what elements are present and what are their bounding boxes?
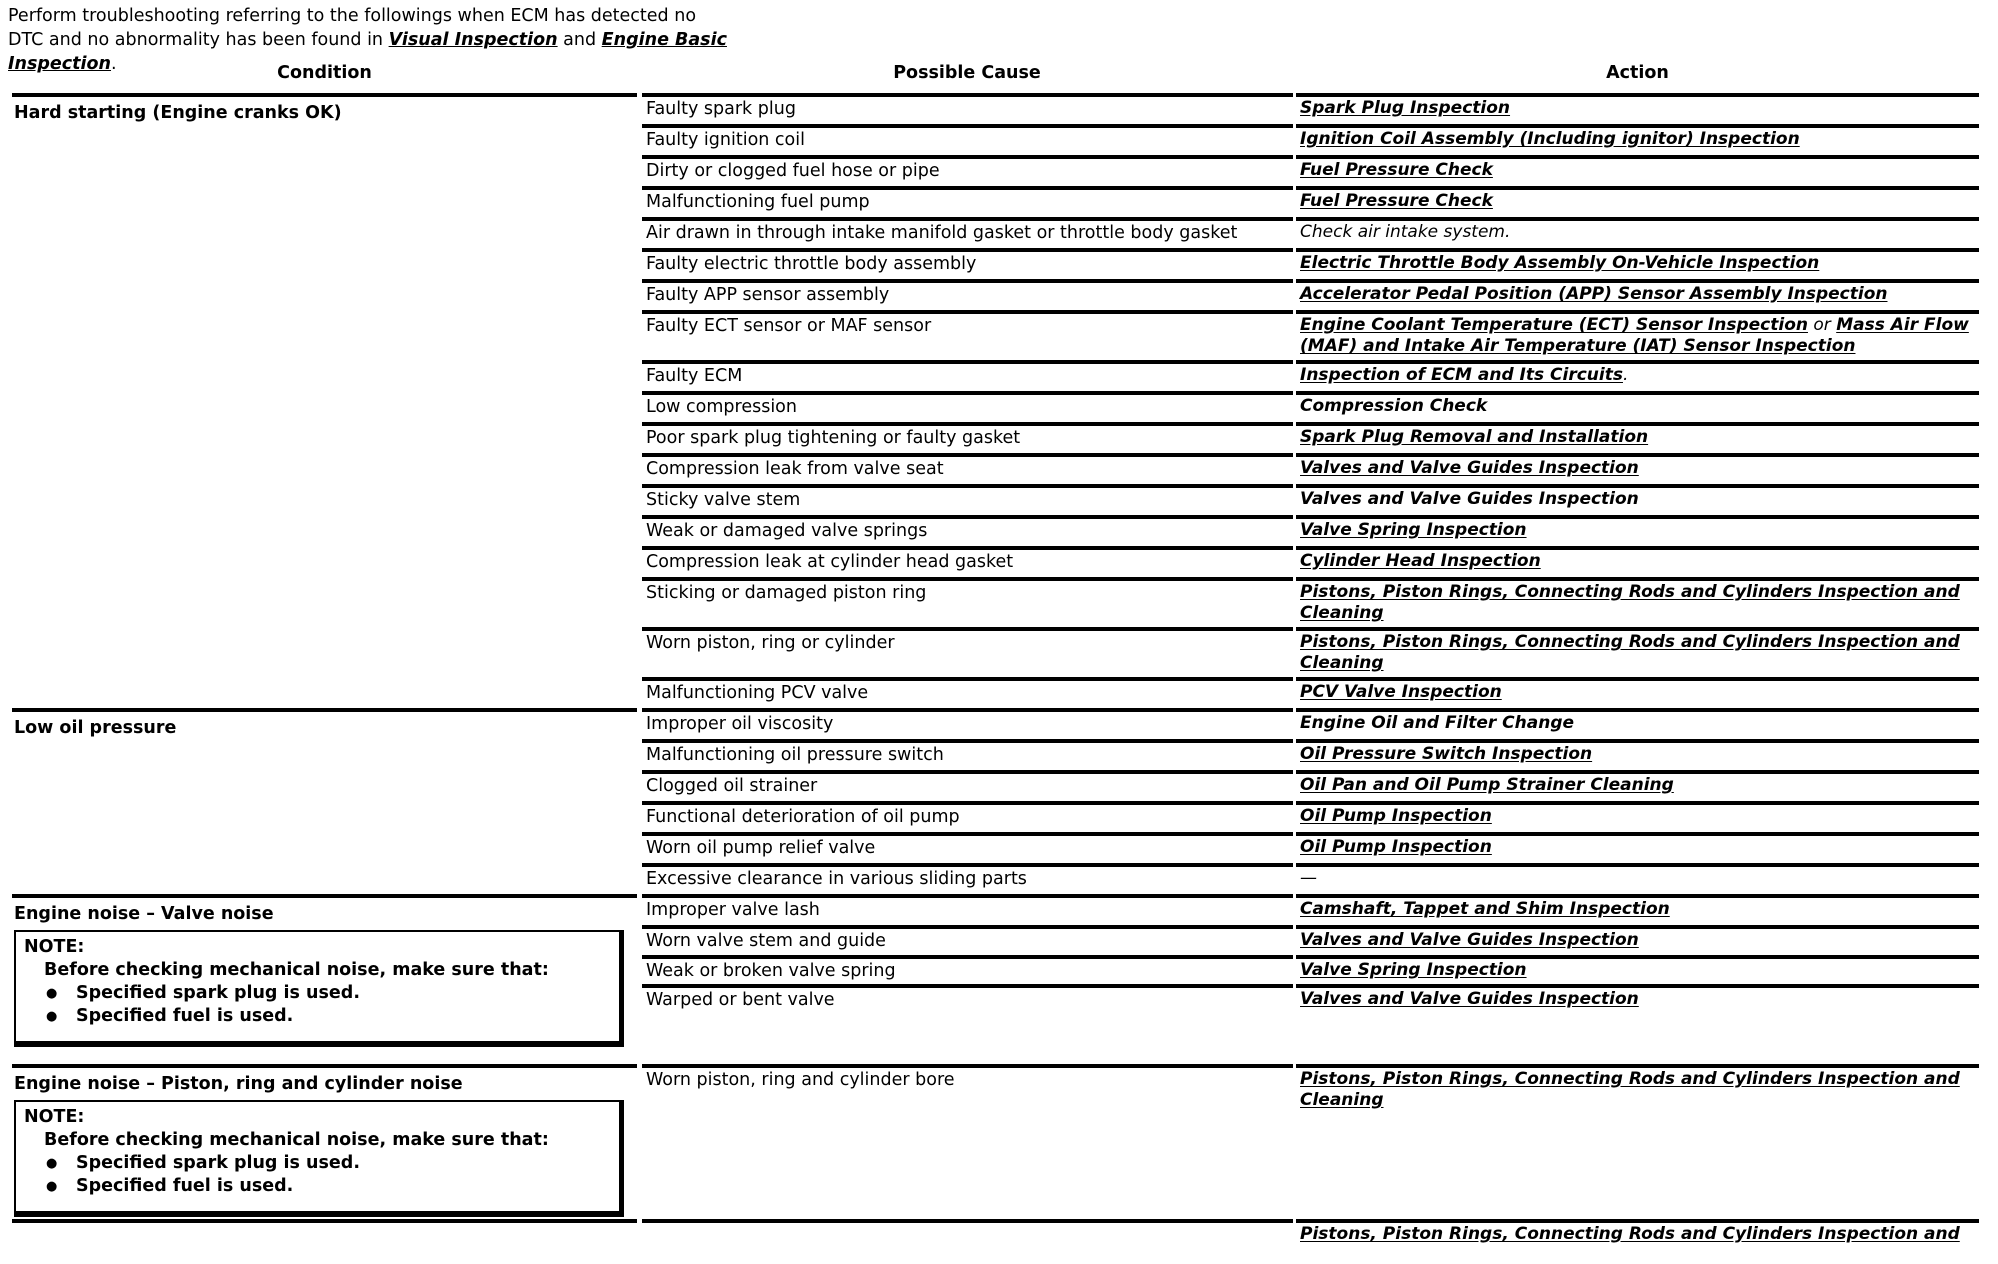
action-cell bbox=[1300, 515, 1979, 541]
action-cell bbox=[1300, 248, 1979, 274]
action-link[interactable]: Pistons, Piston Rings, Connecting Rods and Cylinders Inspection and Cleaning bbox=[1300, 632, 1960, 673]
table-row bbox=[0, 93, 1998, 124]
table-row bbox=[0, 484, 1998, 515]
table-row bbox=[0, 894, 1998, 925]
action-cell bbox=[1300, 310, 1979, 357]
action-link[interactable]: Accelerator Pedal Position (APP) Sensor Assembly Inspection bbox=[1300, 284, 1888, 304]
action-cell bbox=[1300, 453, 1979, 479]
table-row bbox=[0, 124, 1998, 155]
action-link[interactable]: Valve Spring Inspection bbox=[1300, 960, 1527, 980]
action-link[interactable]: Inspection of ECM and Its Circuits bbox=[1300, 365, 1623, 385]
action-link[interactable]: Pistons, Piston Rings, Connecting Rods and Cylinders Inspection and Cleaning bbox=[1300, 1069, 1960, 1110]
possible-cause-cell: Low compression bbox=[646, 397, 797, 417]
action-cell bbox=[1300, 124, 1979, 150]
action-text: . bbox=[1622, 365, 1629, 385]
note-lead: Before checking mechanical noise, make sure that: bbox=[44, 960, 549, 980]
action-text: — bbox=[1300, 868, 1317, 888]
action-link[interactable]: Fuel Pressure Check bbox=[1300, 160, 1493, 180]
action-cell bbox=[1300, 677, 1979, 703]
possible-cause-cell: Poor spark plug tightening or faulty gasket bbox=[646, 428, 1021, 448]
action-link[interactable]: Valve Spring Inspection bbox=[1300, 520, 1527, 540]
action-link[interactable]: Camshaft, Tappet and Shim Inspection bbox=[1300, 899, 1670, 919]
possible-cause-cell: Air drawn in through intake manifold gasket or throttle body gasket bbox=[646, 223, 1238, 243]
action-link[interactable]: Valves and Valve Guides Inspection bbox=[1300, 458, 1639, 478]
possible-cause-cell: Weak or broken valve spring bbox=[646, 961, 896, 981]
table-row bbox=[0, 708, 1998, 739]
action-cell bbox=[1300, 984, 1979, 1010]
possible-cause-cell: Faulty ECT sensor or MAF sensor bbox=[646, 316, 932, 336]
header-action: Action bbox=[1606, 63, 1669, 83]
table-row bbox=[0, 770, 1998, 801]
table-row bbox=[0, 1219, 1998, 1261]
action-cell bbox=[1300, 894, 1979, 920]
note-title: NOTE: bbox=[24, 937, 85, 957]
note-lead: Before checking mechanical noise, make sure that: bbox=[44, 1130, 549, 1150]
table-row bbox=[0, 984, 1998, 1012]
visual-inspection-link[interactable]: Visual Inspection bbox=[388, 30, 558, 50]
action-link[interactable]: Oil Pan and Oil Pump Strainer Cleaning bbox=[1300, 775, 1674, 795]
action-cell bbox=[1300, 422, 1979, 448]
possible-cause-cell: Warped or bent valve bbox=[646, 990, 835, 1010]
action-cell bbox=[1300, 708, 1979, 734]
possible-cause-cell: Worn oil pump relief valve bbox=[646, 838, 876, 858]
action-link[interactable]: Ignition Coil Assembly (Including ignitor) Inspection bbox=[1300, 129, 1800, 149]
action-cell bbox=[1300, 925, 1979, 951]
action-link[interactable]: Electric Throttle Body Assembly On-Vehicle Inspection bbox=[1300, 253, 1820, 273]
action-cell bbox=[1300, 627, 1979, 674]
intro-text: and bbox=[557, 30, 602, 50]
possible-cause-cell: Malfunctioning oil pressure switch bbox=[646, 745, 944, 765]
note-bullet: ● Specified fuel is used. bbox=[44, 1005, 613, 1028]
table-row bbox=[0, 832, 1998, 863]
action-cell bbox=[1300, 279, 1979, 305]
table-row bbox=[0, 279, 1998, 310]
possible-cause-cell: Improper valve lash bbox=[646, 900, 820, 920]
action-text: Check air intake system. bbox=[1300, 222, 1511, 242]
action-cell bbox=[1300, 1064, 1979, 1111]
table-row bbox=[0, 955, 1998, 984]
table-row bbox=[0, 186, 1998, 217]
action-cell bbox=[1300, 955, 1979, 981]
action-cell bbox=[1300, 484, 1979, 510]
action-link[interactable]: Spark Plug Inspection bbox=[1300, 98, 1511, 118]
action-cell bbox=[1300, 770, 1979, 796]
possible-cause-cell: Worn piston, ring or cylinder bbox=[646, 633, 895, 653]
condition-label: Engine noise – Valve noise bbox=[14, 904, 274, 924]
action-text: Compression Check bbox=[1300, 396, 1488, 416]
intro-line-1: Perform troubleshooting referring to the followings when ECM has detected no bbox=[8, 6, 697, 26]
table-row bbox=[0, 627, 1998, 677]
possible-cause-cell: Malfunctioning PCV valve bbox=[646, 683, 869, 703]
table-row bbox=[0, 925, 1998, 955]
action-cell bbox=[1300, 186, 1979, 212]
note-bullet: ● Specified spark plug is used. bbox=[44, 982, 613, 1005]
possible-cause-cell: Faulty electric throttle body assembly bbox=[646, 254, 977, 274]
note-bullet: ● Specified spark plug is used. bbox=[44, 1152, 613, 1175]
action-text: Valves and Valve Guides Inspection bbox=[1300, 489, 1639, 509]
table-row bbox=[0, 422, 1998, 453]
action-link[interactable]: Valves and Valve Guides Inspection bbox=[1300, 989, 1639, 1009]
table-row bbox=[0, 739, 1998, 770]
action-cell bbox=[1300, 801, 1979, 827]
action-text: Engine Oil and Filter Change bbox=[1300, 713, 1575, 733]
action-cell bbox=[1300, 93, 1979, 119]
action-link[interactable]: Cylinder Head Inspection bbox=[1300, 551, 1541, 571]
action-link[interactable]: Pistons, Piston Rings, Connecting Rods and Cylinders Inspection and Cleaning bbox=[1300, 582, 1960, 623]
action-link[interactable]: Mass Air Flow (MAF) and Intake Air Temperature (IAT) Sensor Inspection bbox=[1300, 315, 1969, 356]
action-link[interactable]: Pistons, Piston Rings, Connecting Rods and Cylinders Inspection and bbox=[1300, 1224, 1960, 1244]
action-cell bbox=[1300, 863, 1979, 889]
action-cell bbox=[1300, 391, 1979, 417]
table-row bbox=[0, 217, 1998, 248]
possible-cause-cell: Excessive clearance in various sliding parts bbox=[646, 869, 1027, 889]
possible-cause-cell: Sticky valve stem bbox=[646, 490, 801, 510]
engine-basic-inspection-link[interactable]: Engine Basic Inspection bbox=[8, 30, 727, 74]
action-cell bbox=[1300, 832, 1979, 858]
action-cell bbox=[1300, 546, 1979, 572]
possible-cause-cell: Faulty ignition coil bbox=[646, 130, 805, 150]
table-row bbox=[0, 453, 1998, 484]
intro-text: DTC and no abnormality has been found in bbox=[8, 30, 389, 50]
possible-cause-cell: Faulty ECM bbox=[646, 366, 743, 386]
condition-label: Engine noise – Piston, ring and cylinder noise bbox=[14, 1074, 463, 1094]
table-row bbox=[0, 310, 1998, 360]
table-row bbox=[0, 248, 1998, 279]
table-row bbox=[0, 577, 1998, 627]
action-link[interactable]: Valves and Valve Guides Inspection bbox=[1300, 930, 1639, 950]
table-row bbox=[0, 391, 1998, 422]
table-row bbox=[0, 863, 1998, 894]
table-row bbox=[0, 155, 1998, 186]
action-link[interactable]: Fuel Pressure Check bbox=[1300, 191, 1493, 211]
condition-label: Hard starting (Engine cranks OK) bbox=[14, 103, 342, 123]
action-cell bbox=[1300, 155, 1979, 181]
action-link[interactable]: Spark Plug Removal and Installation bbox=[1300, 427, 1649, 447]
possible-cause-cell: Malfunctioning fuel pump bbox=[646, 192, 870, 212]
action-cell bbox=[1300, 577, 1979, 624]
note-bullet: ● Specified fuel is used. bbox=[44, 1175, 613, 1198]
action-text: or bbox=[1807, 315, 1837, 335]
header-condition: Condition bbox=[277, 63, 372, 83]
note-title: NOTE: bbox=[24, 1107, 85, 1127]
possible-cause-cell: Faulty spark plug bbox=[646, 99, 796, 119]
action-link[interactable]: Oil Pump Inspection bbox=[1300, 837, 1492, 857]
possible-cause-cell: Sticking or damaged piston ring bbox=[646, 583, 927, 603]
possible-cause-cell: Worn piston, ring and cylinder bore bbox=[646, 1070, 955, 1090]
table-row bbox=[0, 515, 1998, 546]
action-link[interactable]: Engine Coolant Temperature (ECT) Sensor Inspection bbox=[1300, 315, 1808, 335]
action-cell bbox=[1300, 360, 1979, 386]
action-link[interactable]: PCV Valve Inspection bbox=[1300, 682, 1502, 702]
table-row bbox=[0, 546, 1998, 577]
intro-text: . bbox=[111, 54, 117, 74]
condition-label: Low oil pressure bbox=[14, 718, 177, 738]
possible-cause-cell bbox=[646, 1219, 1291, 1225]
possible-cause-cell: Functional deterioration of oil pump bbox=[646, 807, 960, 827]
action-cell bbox=[1300, 217, 1979, 243]
possible-cause-cell: Improper oil viscosity bbox=[646, 714, 834, 734]
possible-cause-cell: Weak or damaged valve springs bbox=[646, 521, 928, 541]
possible-cause-cell: Faulty APP sensor assembly bbox=[646, 285, 890, 305]
table-row bbox=[0, 677, 1998, 708]
possible-cause-cell: Worn valve stem and guide bbox=[646, 931, 886, 951]
possible-cause-cell: Compression leak at cylinder head gasket bbox=[646, 552, 1014, 572]
possible-cause-cell: Compression leak from valve seat bbox=[646, 459, 944, 479]
possible-cause-cell: Dirty or clogged fuel hose or pipe bbox=[646, 161, 940, 181]
table-row bbox=[0, 360, 1998, 391]
header-possible-cause: Possible Cause bbox=[893, 63, 1041, 83]
action-link[interactable]: Oil Pump Inspection bbox=[1300, 806, 1492, 826]
action-cell bbox=[1300, 739, 1979, 765]
action-cell bbox=[1300, 1219, 1979, 1245]
table-row bbox=[0, 801, 1998, 832]
action-link[interactable]: Oil Pressure Switch Inspection bbox=[1300, 744, 1593, 764]
table-row bbox=[0, 1064, 1998, 1219]
possible-cause-cell: Clogged oil strainer bbox=[646, 776, 818, 796]
